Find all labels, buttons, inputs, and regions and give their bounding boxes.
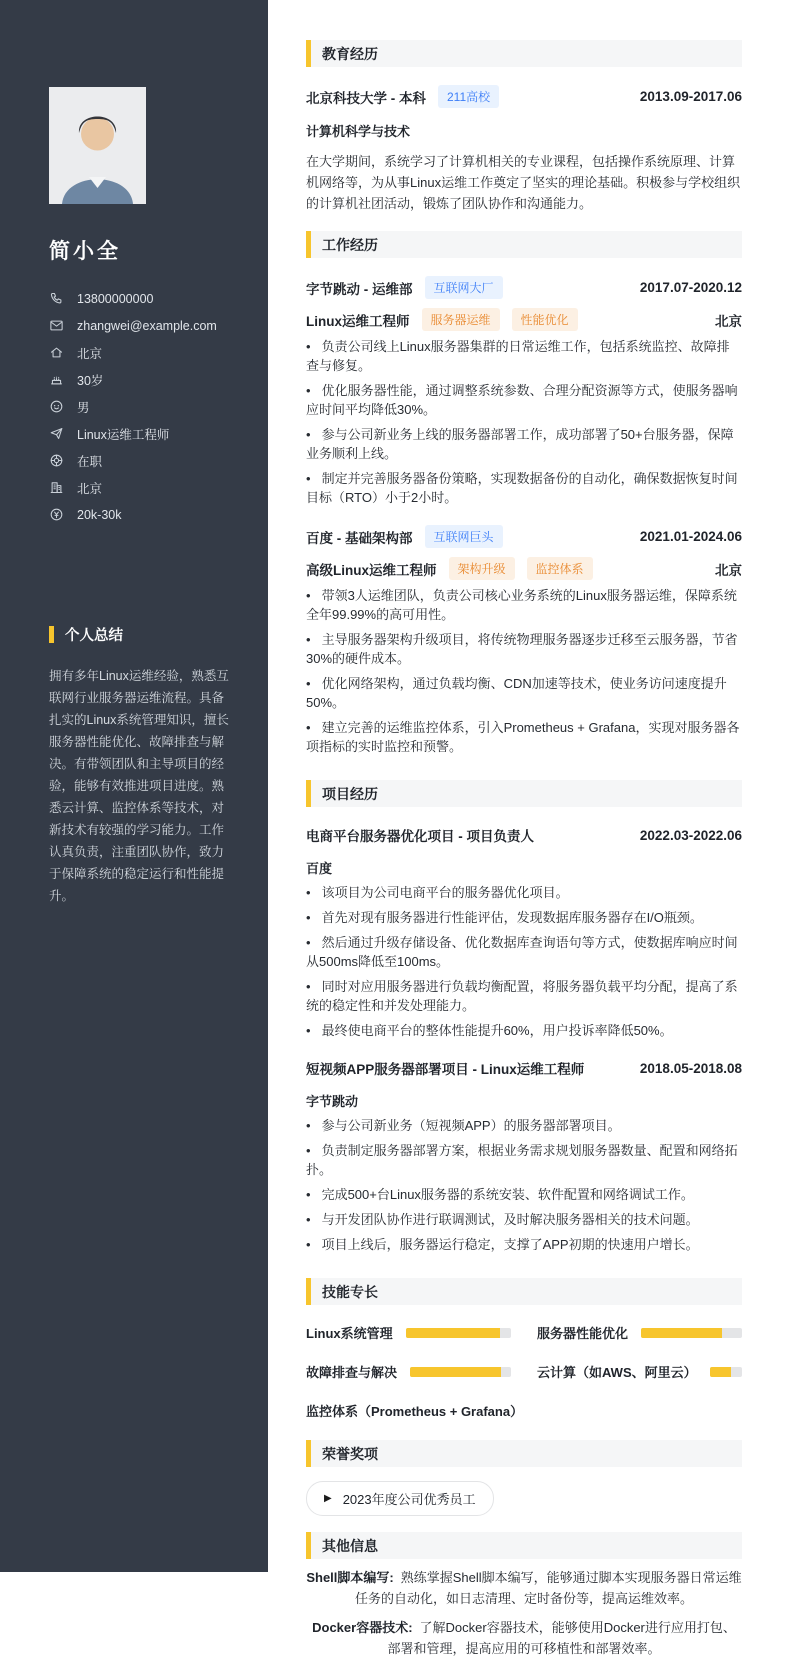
contact-text: zhangwei@example.com [77, 318, 217, 333]
skill-list [306, 1323, 742, 1420]
section-other-info [306, 1532, 742, 1659]
honor-badge [306, 1481, 494, 1516]
skill-bar-fill [406, 1328, 501, 1338]
bullet-item [306, 1235, 742, 1254]
skill-item [306, 1362, 511, 1381]
other-info-text: 了解Docker容器技术，能够使用Docker进行应用打包、部署和管理，提高应用的可移植性和部署效率。 [387, 1620, 736, 1656]
bullet-text: 项目上线后，服务器运行稳定，支撑了APP初期的快速用户增长。 [321, 1237, 699, 1252]
skill-bar-track [410, 1367, 511, 1377]
contact-item [49, 285, 230, 312]
role-tag: 服务器运维 [422, 308, 500, 331]
section-title: 其他信息 [322, 1537, 378, 1554]
project-name: 电商平台服务器优化项目 - 项目负责人 [306, 829, 534, 844]
resume-main [268, 0, 794, 1656]
education-header [306, 40, 742, 67]
contact-text: 13800000000 [77, 291, 154, 306]
job-role-row [306, 308, 742, 331]
bullet-text: 然后通过升级存储设备、优化数据库查询语句等方式，使数据库响应时间从500ms降低至100ms。 [306, 935, 738, 969]
bullet-item [306, 674, 742, 712]
job-location: 北京 [715, 313, 742, 329]
contact-item [49, 447, 230, 474]
skill-bar-fill [410, 1367, 501, 1377]
bullet-item [306, 883, 742, 902]
bullet-text: 主导服务器架构升级项目，将传统物理服务器逐步迁移至云服务器，节省30%的硬件成本。 [306, 632, 738, 666]
other-info-label: Docker容器技术: [312, 1620, 413, 1635]
bullet-item [306, 977, 742, 1015]
bullet-text: 带领3人运维团队，负责公司核心业务系统的Linux服务器运维，保障系统全年99.99%的高可用性。 [306, 588, 737, 622]
skill-bar-fill [710, 1367, 731, 1377]
accent-bar [306, 780, 311, 807]
contact-text: 男 [77, 400, 90, 415]
job-company-row [306, 525, 742, 548]
project-bullets [306, 883, 742, 1040]
contact-text: 在职 [77, 454, 103, 469]
accent-bar [306, 1440, 311, 1467]
skill-item [306, 1323, 511, 1342]
job-date: 2021.01-2024.06 [639, 529, 742, 544]
other-info-header [306, 1532, 742, 1559]
contact-list [49, 285, 230, 528]
summary-section [49, 624, 230, 907]
candidate-name: 简小全 [49, 240, 121, 263]
bullet-item [306, 469, 742, 507]
contact-text: 北京 [77, 346, 103, 361]
status-icon [49, 453, 64, 468]
summary-title: 个人总结 [65, 628, 123, 644]
contact-item [49, 474, 230, 501]
bullet-text: 参与公司新业务上线的服务器部署工作，成功部署了50+台服务器，保障业务顺利上线。 [306, 427, 734, 461]
section-title: 技能专长 [322, 1283, 378, 1300]
skill-label: 监控体系（Prometheus + Grafana） [306, 1404, 524, 1419]
sidebar [0, 0, 268, 1572]
bullet-text: 负责制定服务器部署方案，根据业务需求规划服务器数量、配置和网络拓扑。 [306, 1143, 738, 1177]
accent-bar [306, 40, 311, 67]
education-major: 计算机科学与技术 [306, 124, 411, 139]
contact-text: 20k-30k [77, 507, 122, 522]
role-tag-list [437, 557, 593, 580]
job-role-row [306, 557, 742, 580]
project-date: 2022.03-2022.06 [639, 827, 742, 843]
skill-item [537, 1362, 742, 1381]
contact-item [49, 366, 230, 393]
skill-item [537, 1323, 742, 1342]
other-info-list [306, 1567, 742, 1659]
section-education [306, 40, 742, 214]
job-location: 北京 [715, 562, 742, 578]
skill-label: 故障排查与解决 [306, 1365, 398, 1380]
age-icon [49, 372, 64, 387]
bullet-text: 最终使电商平台的整体性能提升60%，用户投诉率降低50%。 [321, 1023, 673, 1038]
skill-label: 服务器性能优化 [537, 1326, 629, 1341]
section-title: 荣誉奖项 [322, 1445, 378, 1462]
honors-header [306, 1440, 742, 1467]
bullet-item [306, 908, 742, 927]
mail-icon [49, 318, 64, 333]
job-entry [306, 525, 742, 756]
bullet-text: 负责公司线上Linux服务器集群的日常运维工作，包括系统监控、故障排查与修复。 [306, 339, 730, 373]
skill-label: 云计算（如AWS、阿里云） [537, 1365, 697, 1380]
job-bullets [306, 586, 742, 756]
education-description: 在大学期间，系统学习了计算机相关的专业课程，包括操作系统原理、计算机网络等，为从事Linux运维工作奠定了坚实的理论基础。积极参与学校组织的计算机社团活动，锻炼了团队协作和沟通能力。 [306, 154, 741, 211]
project-title-row [306, 825, 742, 845]
bullet-item [306, 586, 742, 624]
school-name: 北京科技大学 - 本科 [306, 90, 426, 106]
job-bullets [306, 337, 742, 507]
accent-bar [306, 1278, 311, 1305]
role-tag-list [410, 308, 578, 331]
summary-header [49, 624, 230, 645]
project-date: 2018.05-2018.08 [639, 1060, 742, 1076]
contact-item [49, 420, 230, 447]
bullet-text: 参与公司新业务（短视频APP）的服务器部署项目。 [321, 1118, 621, 1133]
bullet-item [306, 630, 742, 668]
job-entry [306, 276, 742, 507]
bullet-item [306, 1141, 742, 1179]
section-title: 工作经历 [322, 236, 378, 253]
section-honors [306, 1440, 742, 1516]
bullet-item [306, 425, 742, 463]
work-header [306, 231, 742, 258]
contact-item [49, 312, 230, 339]
section-skills [306, 1278, 742, 1420]
company-tag: 互联网巨头 [425, 525, 503, 548]
job-list [306, 276, 742, 756]
bullet-item [306, 1185, 742, 1204]
education-date: 2013.09-2017.06 [639, 89, 742, 104]
city-icon [49, 480, 64, 495]
bullet-item [306, 718, 742, 756]
project-bullets [306, 1116, 742, 1254]
skill-item [306, 1401, 742, 1420]
salary-icon [49, 507, 64, 522]
job-date: 2017.07-2020.12 [639, 280, 742, 295]
bullet-item [306, 337, 742, 375]
skill-bar-track [641, 1328, 742, 1338]
honor-label: 2023年度公司优秀员工 [342, 1492, 476, 1507]
bullet-item [306, 1021, 742, 1040]
project-company: 字节跳动 [306, 1094, 359, 1109]
section-work [306, 231, 742, 756]
project-entry [306, 825, 742, 1040]
project-title-row [306, 1058, 742, 1078]
bullet-item [306, 933, 742, 971]
gender-icon [49, 399, 64, 414]
contact-item [49, 339, 230, 366]
contact-text: 30岁 [77, 373, 104, 388]
bullet-text: 完成500+台Linux服务器的系统安装、软件配置和网络调试工作。 [321, 1187, 694, 1202]
project-entry [306, 1058, 742, 1254]
play-icon: ▶ [324, 1492, 332, 1504]
phone-icon [49, 291, 64, 306]
bullet-text: 优化服务器性能，通过调整系统参数、合理分配资源等方式，使服务器响应时间平均降低30%。 [306, 383, 738, 417]
skill-bar-track [406, 1328, 511, 1338]
skill-label: Linux系统管理 [306, 1326, 393, 1341]
position-icon [49, 426, 64, 441]
role-tag: 监控体系 [527, 557, 593, 580]
project-name: 短视频APP服务器部署项目 - Linux运维工程师 [306, 1062, 585, 1077]
job-role: 高级Linux运维工程师 [306, 562, 437, 578]
contact-item [49, 393, 230, 420]
section-title: 项目经历 [322, 785, 378, 802]
bullet-text: 同时对应用服务器进行负载均衡配置，将服务器负载平均分配，提高了系统的稳定性和并发处理能力。 [306, 979, 738, 1013]
bullet-text: 制定并完善服务器备份策略，实现数据备份的自动化，确保数据恢复时间目标（RTO）小于2小时。 [306, 471, 738, 505]
job-company-row [306, 276, 742, 299]
company-tag: 互联网大厂 [425, 276, 503, 299]
other-info-item [306, 1617, 742, 1659]
other-info-item [306, 1567, 742, 1609]
profile-photo [49, 87, 146, 204]
accent-bar [306, 231, 311, 258]
job-role: Linux运维工程师 [306, 313, 410, 329]
skill-bar-fill [641, 1328, 722, 1338]
school-tag: 211高校 [438, 85, 499, 108]
section-title: 教育经历 [322, 45, 378, 62]
contact-text: Linux运维工程师 [77, 427, 170, 442]
skill-bar-track [710, 1367, 742, 1377]
bullet-item [306, 381, 742, 419]
contact-text: 北京 [77, 481, 103, 496]
accent-bar [306, 1532, 311, 1559]
education-entry [306, 85, 742, 108]
projects-header [306, 780, 742, 807]
company-name: 字节跳动 - 运维部 [306, 281, 413, 297]
role-tag: 架构升级 [449, 557, 515, 580]
section-projects [306, 780, 742, 1254]
project-company: 百度 [306, 861, 333, 876]
other-info-text: 熟练掌握Shell脚本编写，能够通过脚本实现服务器日常运维任务的自动化，如日志清理、定时备份等，提高运维效率。 [354, 1570, 742, 1606]
home-icon [49, 345, 64, 360]
bullet-item [306, 1116, 742, 1135]
bullet-text: 该项目为公司电商平台的服务器优化项目。 [321, 885, 569, 900]
role-tag: 性能优化 [512, 308, 578, 331]
bullet-text: 优化网络架构，通过负载均衡、CDN加速等技术，使业务访问速度提升50%。 [306, 676, 727, 710]
project-list [306, 825, 742, 1254]
contact-item [49, 501, 230, 528]
bullet-item [306, 1210, 742, 1229]
company-name: 百度 - 基础架构部 [306, 530, 413, 546]
summary-text: 拥有多年Linux运维经验，熟悉互联网行业服务器运维流程。具备扎实的Linux系统管理知识，擅长服务器性能优化、故障排查与解决。有带领团队和主导项目的经验，能够有效推进项目进度。熟悉云计算、监控体系等技术，对新技术有较强的学习能力。工作认真负责，注重团队协作，致力于保障系统的稳定运行和性能提升。 [49, 669, 229, 903]
bullet-text: 与开发团队协作进行联调测试，及时解决服务器相关的技术问题。 [321, 1212, 699, 1227]
bullet-text: 建立完善的运维监控体系，引入Prometheus + Grafana，实现对服务器各项指标的实时监控和预警。 [306, 720, 740, 754]
other-info-label: Shell脚本编写: [306, 1570, 394, 1585]
honor-list [306, 1481, 742, 1516]
accent-bar [49, 626, 54, 643]
bullet-text: 首先对现有服务器进行性能评估，发现数据库服务器存在I/O瓶颈。 [321, 910, 703, 925]
skills-header [306, 1278, 742, 1305]
